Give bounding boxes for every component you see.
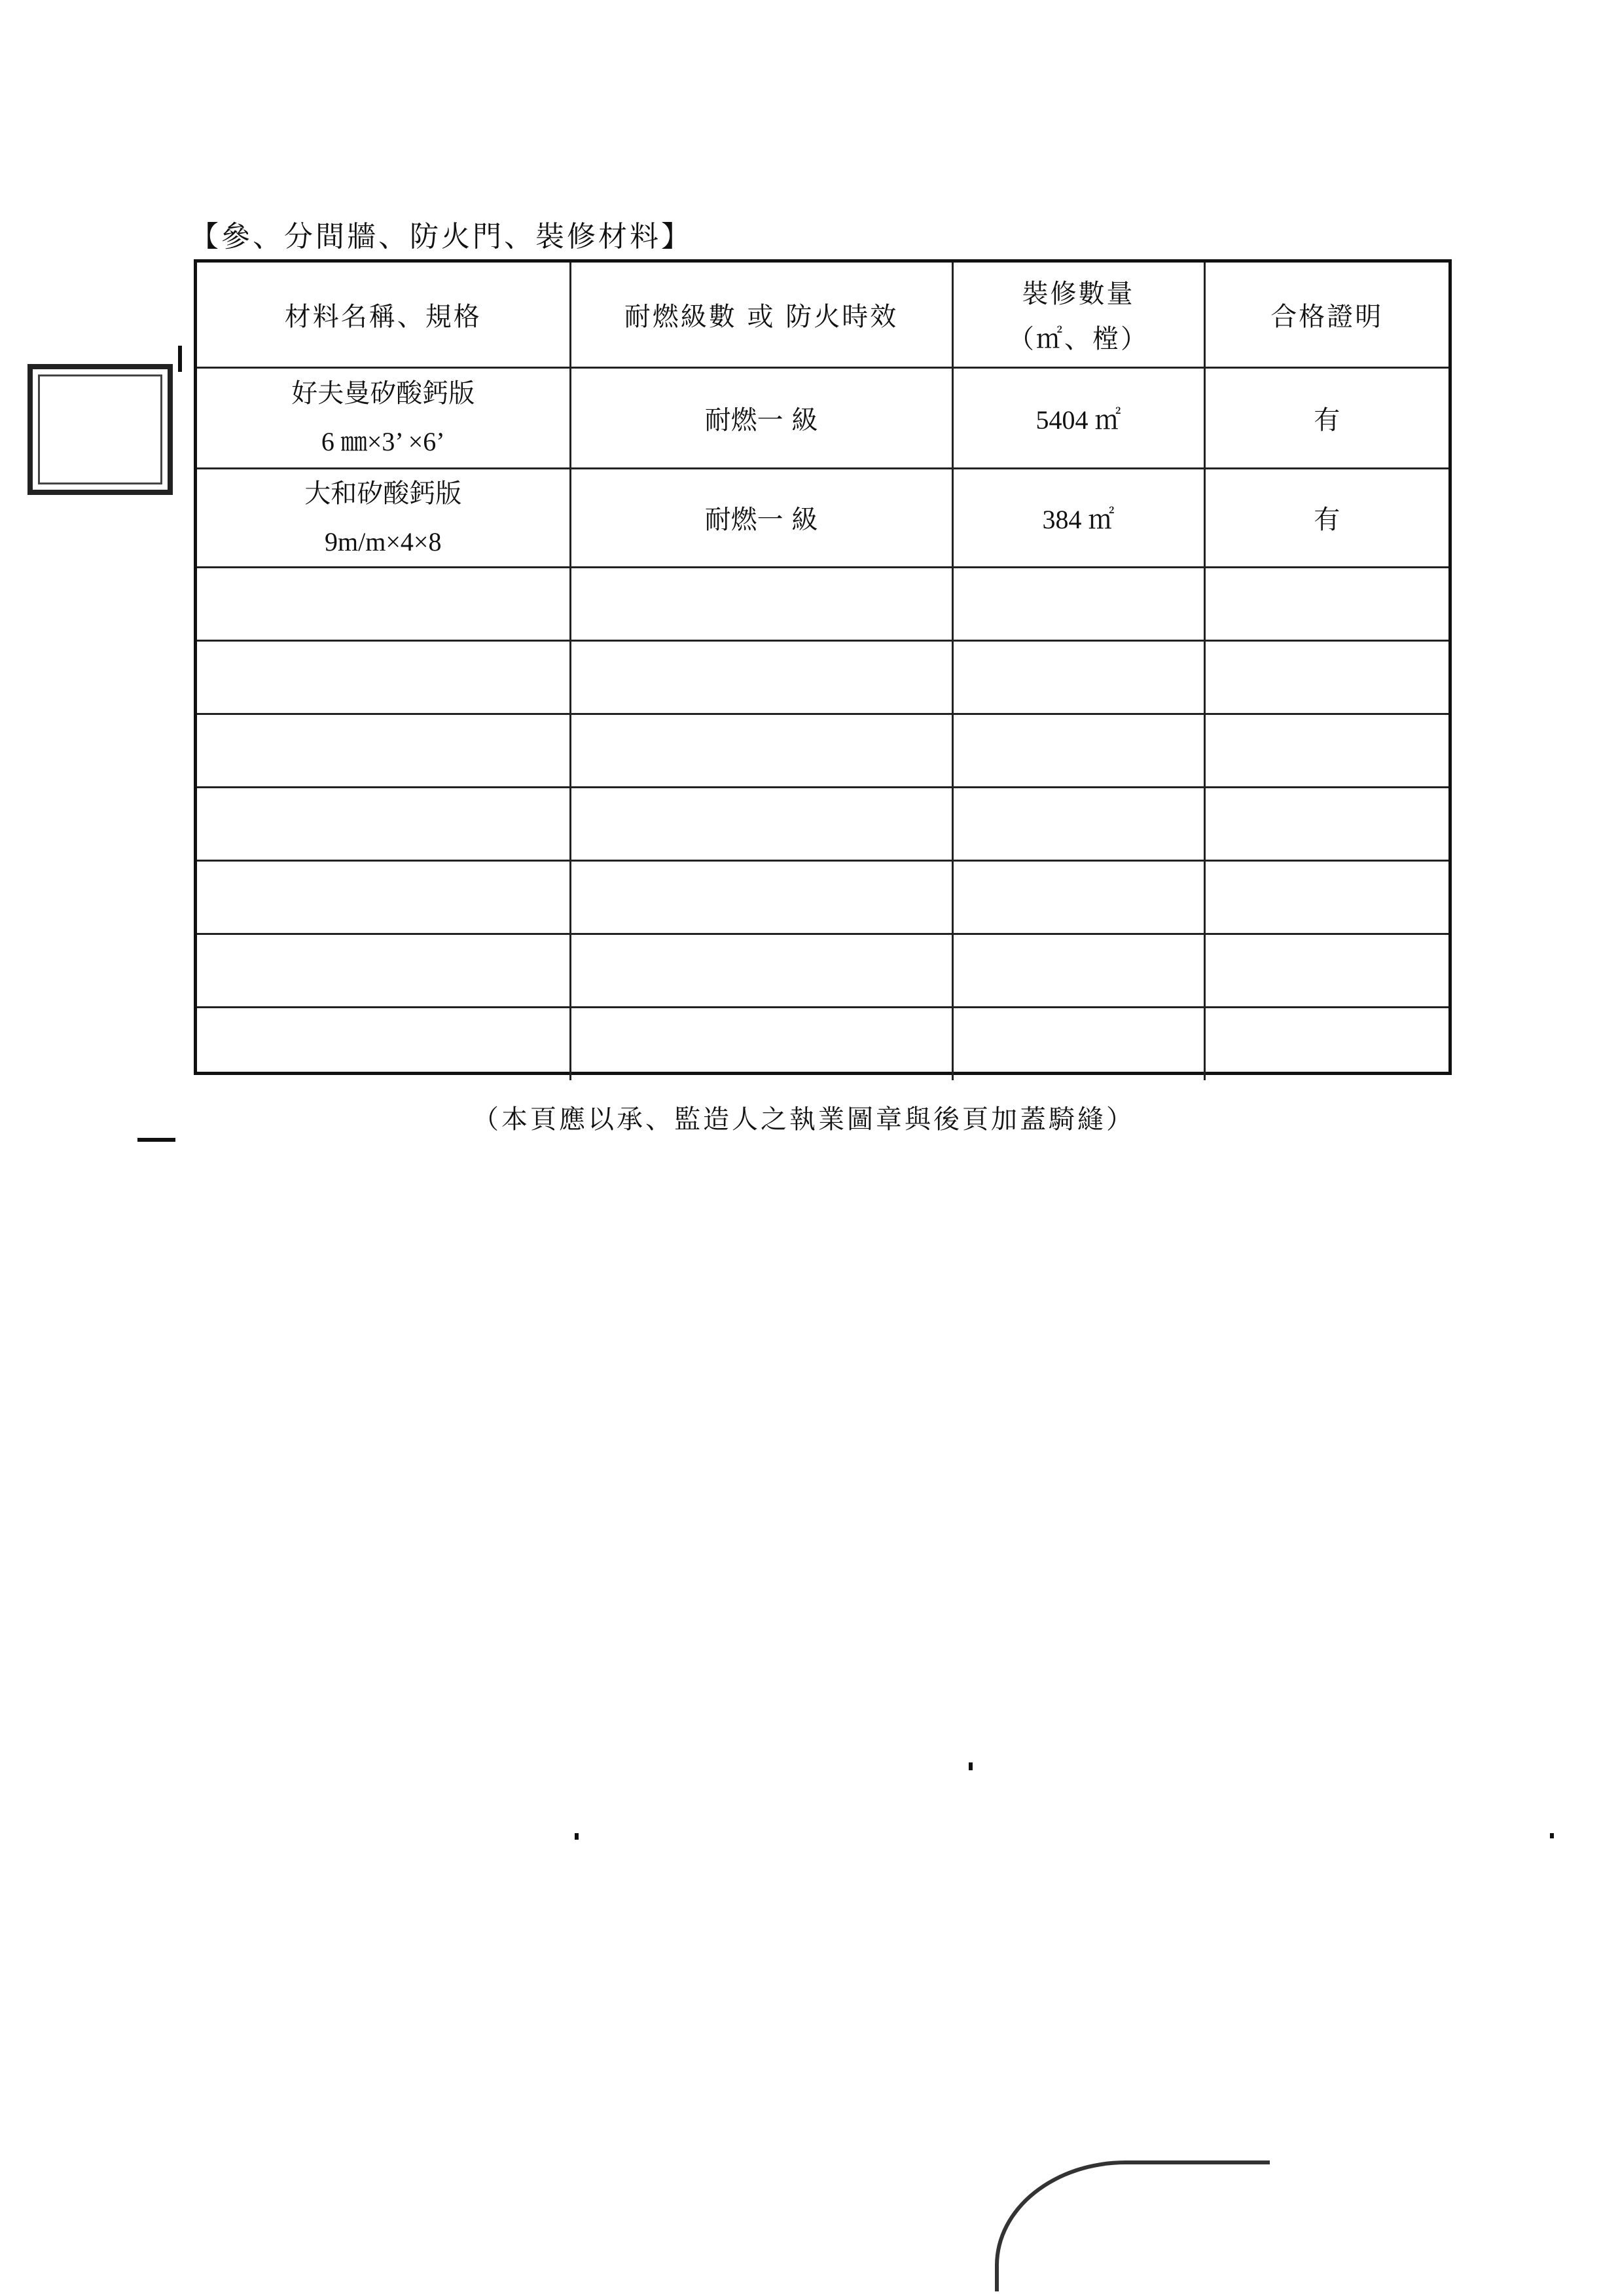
empty-cell	[570, 934, 952, 1007]
header-quantity	[952, 263, 1204, 367]
material-spec: 6 ㎜×3’ ×6’	[321, 427, 445, 456]
empty-cell	[197, 640, 570, 714]
empty-row	[197, 787, 1448, 860]
footer-note: （本頁應以承、監造人之執業圖章與後頁加蓋騎縫）	[473, 1104, 1135, 1135]
section-title: 【參、分間牆、防火門、裝修材料】	[190, 220, 692, 253]
scan-mark	[137, 1138, 175, 1142]
empty-cell	[197, 714, 570, 787]
cell-fire-rating: 耐燃一 級	[570, 367, 952, 468]
seal-stamp-partial-icon	[995, 2160, 1270, 2291]
empty-cell	[570, 1007, 952, 1080]
empty-cell	[1204, 787, 1448, 860]
empty-cell	[952, 567, 1204, 640]
empty-cell	[952, 640, 1204, 714]
empty-cell	[1204, 714, 1448, 787]
table-row	[197, 367, 1448, 468]
materials-grid	[197, 263, 1448, 1080]
materials-table	[194, 259, 1452, 1075]
header-quantity-line1: 裝修數量	[1022, 279, 1135, 310]
cell-quantity: 384 ㎡	[952, 468, 1204, 567]
empty-cell	[197, 787, 570, 860]
header-material: 材料名稱、規格	[197, 263, 570, 367]
empty-cell	[952, 860, 1204, 934]
empty-cell	[570, 860, 952, 934]
empty-cell	[570, 567, 952, 640]
empty-cell	[197, 567, 570, 640]
empty-cell	[1204, 1007, 1448, 1080]
empty-row	[197, 714, 1448, 787]
empty-cell	[570, 714, 952, 787]
cell-certificate: 有	[1204, 367, 1448, 468]
scan-speck	[1550, 1833, 1554, 1838]
empty-row	[197, 567, 1448, 640]
empty-cell	[197, 1007, 570, 1080]
header-fire-rating: 耐燃級數 或 防火時效	[570, 263, 952, 367]
cell-material	[197, 367, 570, 468]
material-name: 大和矽酸鈣版	[304, 478, 462, 509]
cell-fire-rating: 耐燃一 級	[570, 468, 952, 567]
cell-quantity: 5404 ㎡	[952, 367, 1204, 468]
header-quantity-line2: （㎡、樘）	[1008, 324, 1149, 355]
scan-speck	[969, 1762, 973, 1770]
empty-cell	[570, 787, 952, 860]
empty-cell	[197, 934, 570, 1007]
seal-stamp-icon	[27, 364, 173, 495]
cell-material	[197, 468, 570, 567]
table-header-row	[197, 263, 1448, 367]
empty-row	[197, 934, 1448, 1007]
empty-cell	[952, 934, 1204, 1007]
cell-certificate: 有	[1204, 468, 1448, 567]
empty-row	[197, 860, 1448, 934]
empty-row	[197, 640, 1448, 714]
scan-speck	[575, 1833, 579, 1840]
empty-cell	[1204, 567, 1448, 640]
empty-cell	[1204, 934, 1448, 1007]
table-row	[197, 468, 1448, 567]
empty-cell	[952, 1007, 1204, 1080]
empty-cell	[1204, 640, 1448, 714]
material-name: 好夫曼矽酸鈣版	[291, 378, 475, 409]
header-certificate: 合格證明	[1204, 263, 1448, 367]
empty-cell	[570, 640, 952, 714]
material-spec: 9m/m×4×8	[325, 526, 442, 556]
empty-cell	[952, 787, 1204, 860]
empty-cell	[197, 860, 570, 934]
empty-cell	[952, 714, 1204, 787]
scan-mark	[178, 346, 182, 372]
empty-cell	[1204, 860, 1448, 934]
empty-row	[197, 1007, 1448, 1080]
